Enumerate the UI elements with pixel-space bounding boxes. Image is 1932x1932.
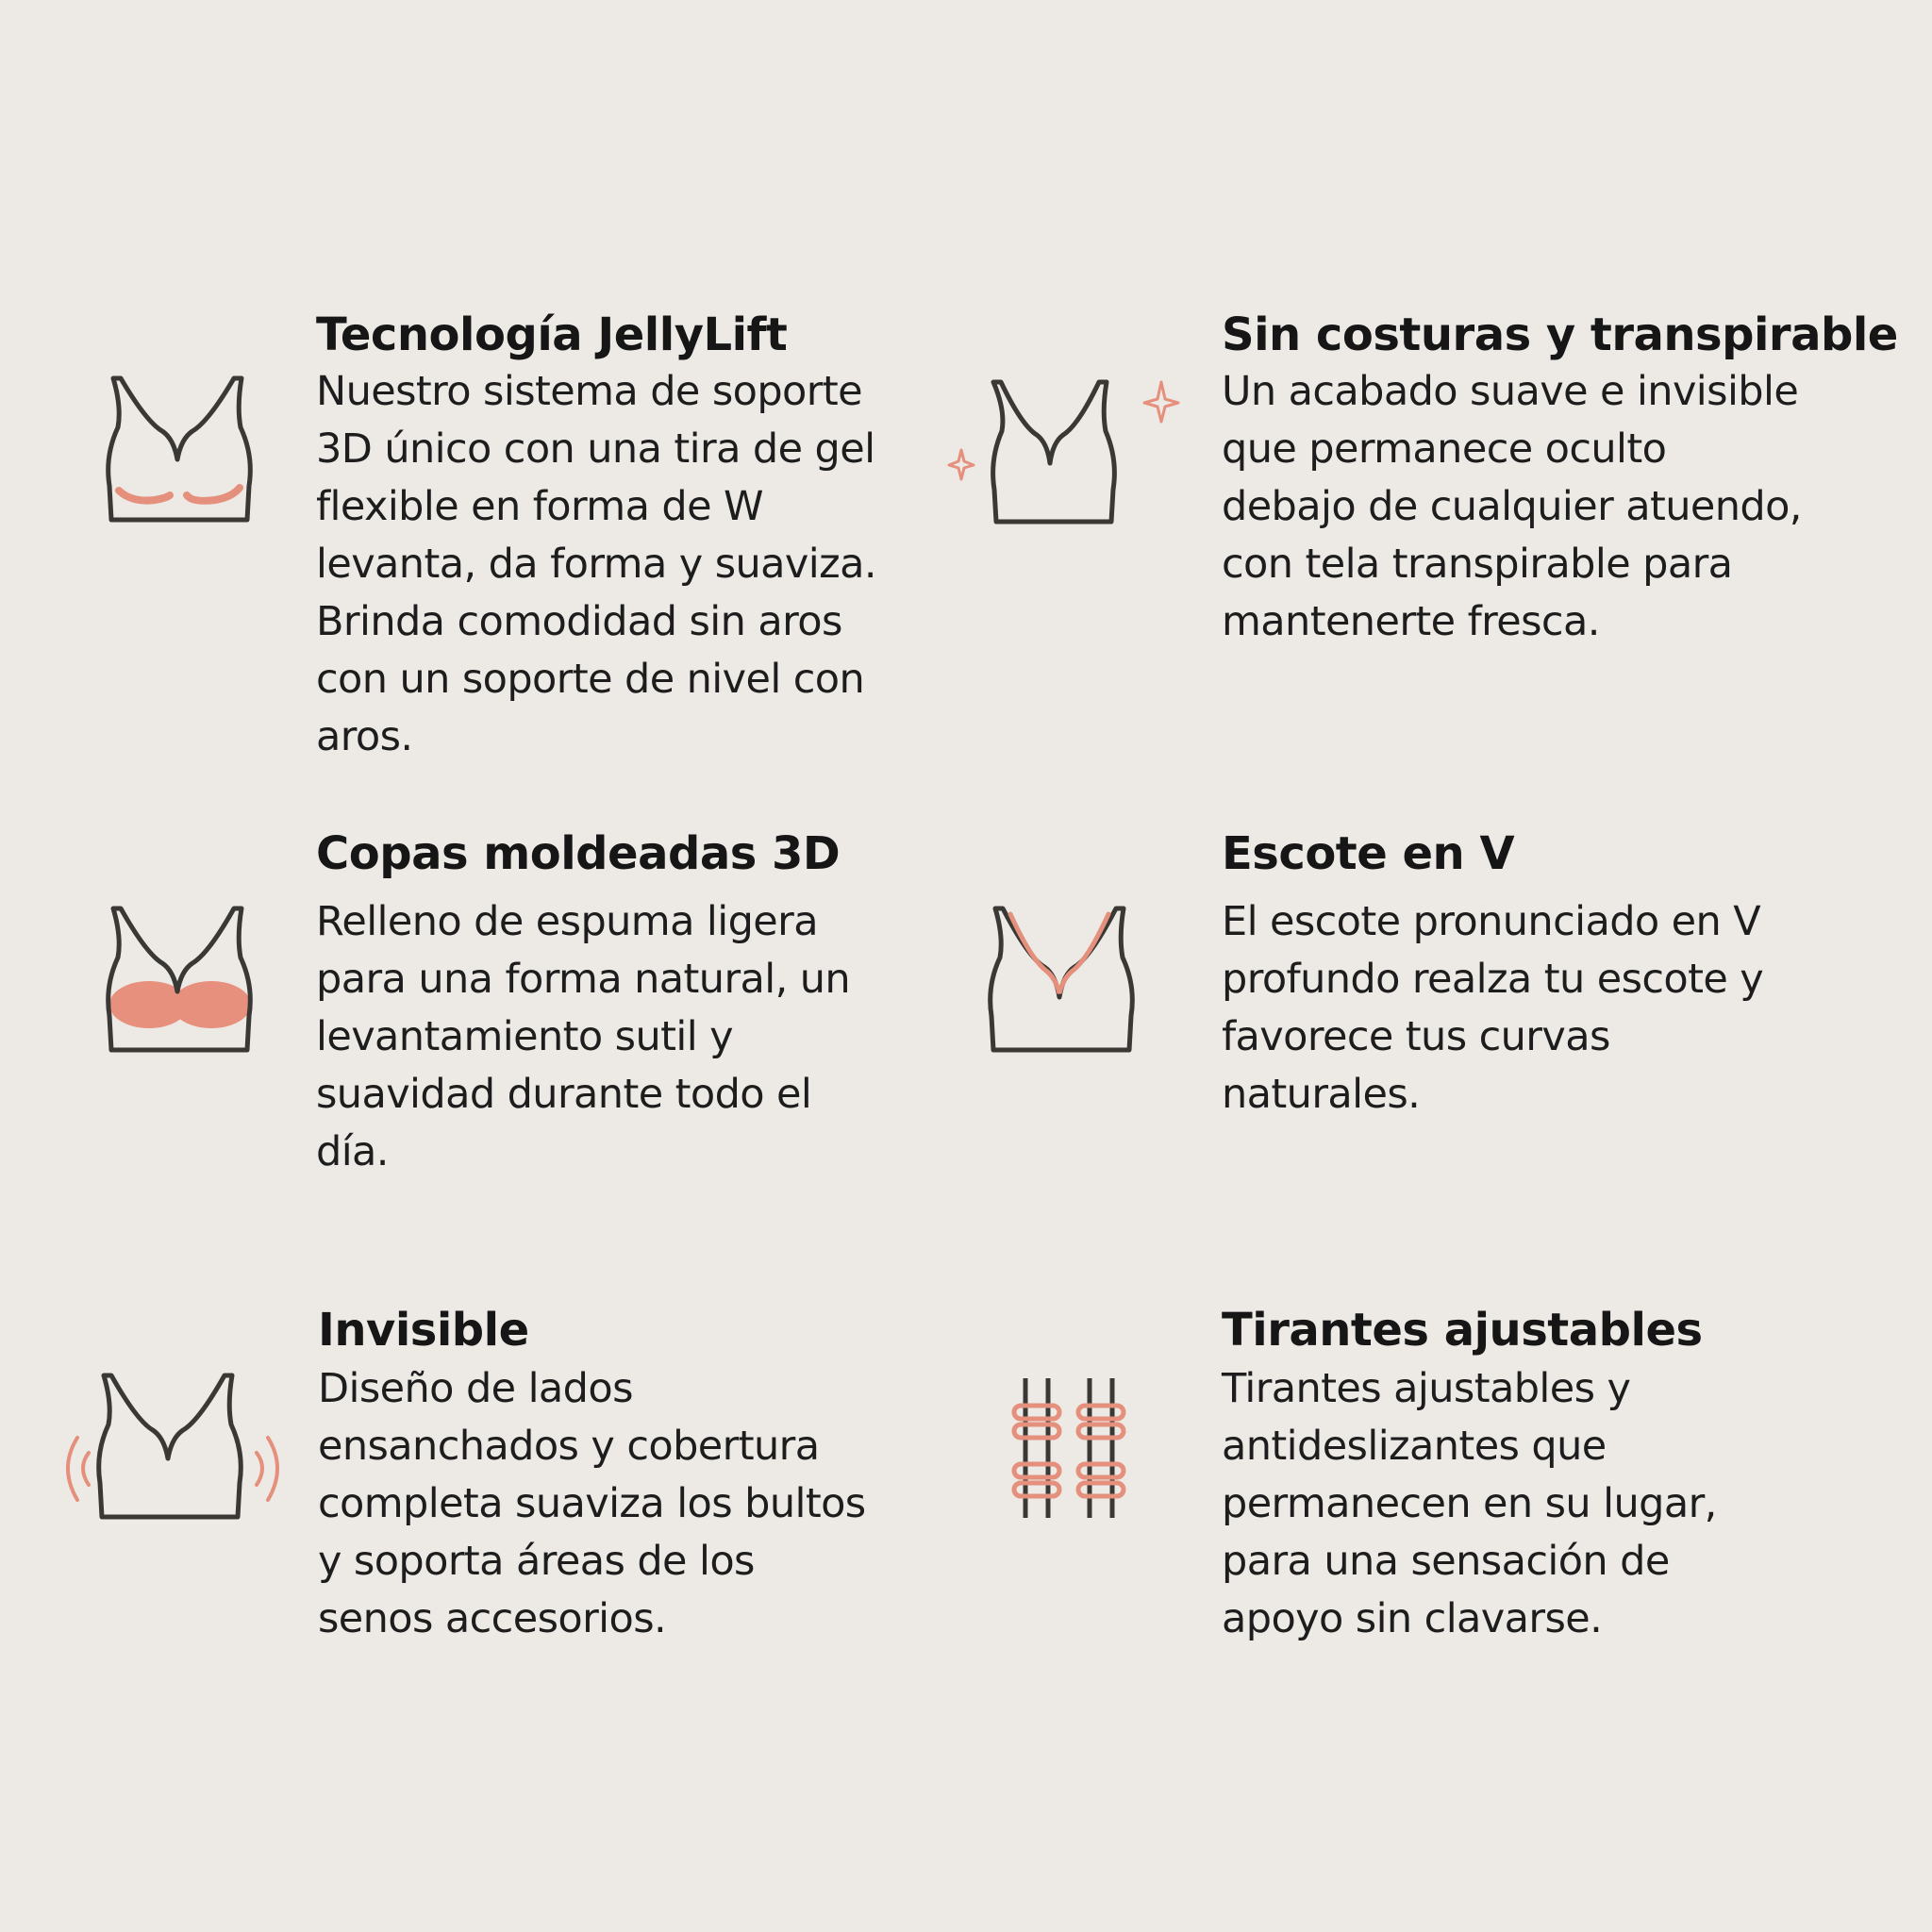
feature-title: Tecnología JellyLift	[316, 308, 788, 361]
feature-description: Diseño de lados ensanchados y cobertura completa suaviza los bultos y soporta áreas de los senos accesorios.	[318, 1365, 866, 1642]
adjustable-straps-icon	[1005, 1373, 1137, 1524]
feature-title: Sin costuras y transpirable	[1222, 308, 1898, 361]
bra-sparkle-icon	[939, 373, 1184, 533]
feature-description: Relleno de espuma ligera para una forma natural, un levantamiento sutil y suavidad durante todo el día.	[316, 898, 851, 1175]
feature-description: Tirantes ajustables y antideslizantes que permanecen en su lugar, para una sensación de apoyo sin clavarse.	[1222, 1365, 1717, 1642]
feature-title: Invisible	[318, 1304, 529, 1357]
bra-v-neckline-icon	[976, 901, 1146, 1061]
feature-title: Tirantes ajustables	[1222, 1304, 1703, 1357]
bra-gel-strip-icon	[94, 373, 264, 533]
feature-title: Copas moldeadas 3D	[316, 827, 841, 880]
feature-description: Un acabado suave e invisible que permanece oculto debajo de cualquier atuendo, con tela transpirable para mantenerte fresca.	[1222, 368, 1802, 645]
bra-smoothing-waves-icon	[57, 1368, 302, 1528]
feature-title: Escote en V	[1222, 827, 1515, 880]
feature-description: El escote pronunciado en V profundo realza tu escote y favorece tus curvas naturales.	[1222, 898, 1764, 1118]
bra-molded-cups-icon	[94, 901, 264, 1061]
feature-description: Nuestro sistema de soporte 3D único con una tira de gel flexible en forma de W levanta, da forma y suaviza. Brinda comodidad sin aros con un soporte de nivel con aros.	[316, 368, 876, 760]
